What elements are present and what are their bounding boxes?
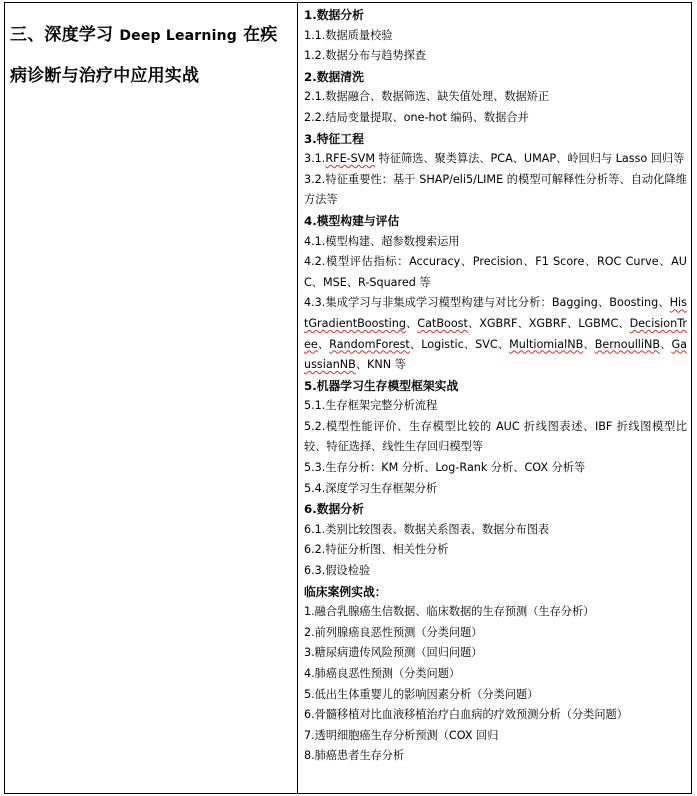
list-item: 3.2.特征重要性：基于 SHAP/eli5/LIME 的模型可解释性分析等、自动化降维方法等 <box>304 172 687 207</box>
spellcheck-word: DecisionTree <box>304 316 687 351</box>
heading-clinical-cases: 临床案例实战： <box>304 584 387 599</box>
course-table <box>4 2 692 794</box>
case-item: 7.透明细胞癌生存分析预测（COX 回归 <box>304 728 499 742</box>
heading-data-analysis: 1.数据分析 <box>304 8 364 22</box>
case-item: 2.前列腺癌良恶性预测（分类问题） <box>304 625 483 639</box>
case-item: 1.融合乳腺癌生信数据、临床数据的生存预测（生存分析） <box>304 605 595 619</box>
case-item: 8.肺癌患者生存分析 <box>304 749 405 763</box>
section-title-cell <box>5 3 298 793</box>
list-item: 5.4.深度学习生存框架分析 <box>304 481 438 495</box>
list-item: 5.1.生存框架完整分析流程 <box>304 399 438 413</box>
section-title: 三、深度学习 Deep Learning 在疾病诊断与治疗中应用实战 <box>10 25 278 86</box>
spellcheck-word: HistGradientBoosting <box>304 296 687 330</box>
list-item: 4.3.集成学习与非集成学习模型构建与对比分析：Bagging、Boosting、HistGradientBoosting、CatBoost、XGBRF、XGBRF、LGBMC、DecisionTree、RandomForest、Logistic、SVC、MultiomialNB、BernoulliNB、GaussianNB、KNN 等 <box>304 296 687 372</box>
list-item: 6.3.假设检验 <box>304 564 371 578</box>
heading-data-cleaning: 2.数据清洗 <box>304 69 364 84</box>
heading-data-analysis-2: 6.数据分析 <box>304 502 364 517</box>
spellcheck-word: CatBoost <box>417 316 468 330</box>
list-item: 5.3.生存分析：KM 分析、Log-Rank 分析、COX 分析等 <box>304 461 586 475</box>
heading-feature-engineering: 3.特征工程 <box>304 131 364 146</box>
spellcheck-word: RFE-SVM <box>325 152 376 166</box>
case-item: 3.糖尿病遗传风险预测（回归问题） <box>304 646 483 660</box>
list-item: 6.1.类别比较图表、数据关系图表、数据分布图表 <box>304 522 550 536</box>
spellcheck-word: GaussianNB <box>304 337 687 372</box>
list-item: 1.2.数据分布与趋势探查 <box>304 49 427 63</box>
list-item: 2.2.结局变量提取、one-hot 编码、数据合并 <box>304 110 529 124</box>
spellcheck-word: BernoulliNB <box>594 337 661 351</box>
spellcheck-word: RandomForest <box>329 337 410 351</box>
case-item: 5.低出生体重婴儿的影响因素分析（分类问题） <box>304 687 539 701</box>
list-item: 4.2.模型评估指标：Accuracy、Precision、F1 Score、ROC Curve、AUC、MSE、R-Squared 等 <box>304 255 687 289</box>
list-item: 3.1.RFE-SVM 特征筛选、聚类算法、PCA、UMAP、岭回归与 Lasso 回归等 <box>304 152 685 166</box>
content-cell <box>298 3 691 793</box>
list-item: 6.2.特征分析图、相关性分析 <box>304 543 449 557</box>
list-item: 5.2.模型性能评价、生存模型比较的 AUC 折线图表述、IBF 折线图模型比较、特征选择、线性生存回归模型等 <box>304 419 687 454</box>
heading-survival-model: 5.机器学习生存模型框架实战 <box>304 378 459 393</box>
heading-model-building: 4.模型构建与评估 <box>304 213 400 228</box>
list-item: 1.1.数据质量校验 <box>304 28 393 42</box>
list-item: 4.1.模型构建、超参数搜索运用 <box>304 234 460 248</box>
list-item: 2.1.数据融合、数据筛选、缺失值处理、数据矫正 <box>304 90 550 104</box>
case-item: 6.骨髓移植对比血液移植治疗白血病的疗效预测分析（分类问题） <box>304 708 628 722</box>
spellcheck-word: MultiomialNB <box>509 337 584 351</box>
case-item: 4.肺癌良恶性预测（分类问题） <box>304 667 461 680</box>
